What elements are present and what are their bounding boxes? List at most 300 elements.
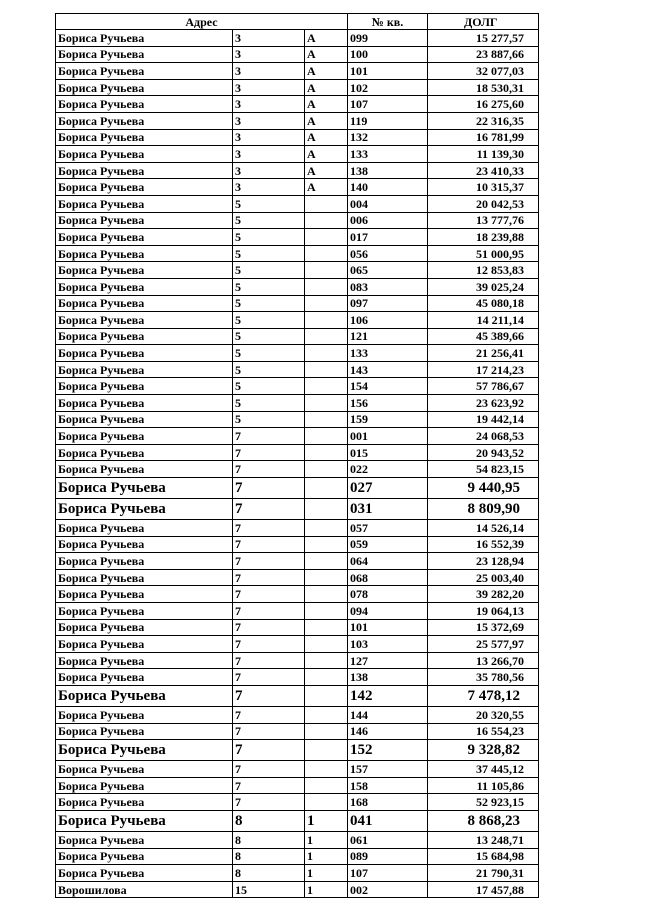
building-cell xyxy=(305,685,348,706)
apartment-cell: 156 xyxy=(348,395,428,412)
apartment-cell: 031 xyxy=(348,499,428,520)
debt-cell: 17 457,88 xyxy=(428,881,539,898)
table-row xyxy=(56,740,539,761)
table-row xyxy=(56,245,539,262)
debt-cell: 37 445,12 xyxy=(428,761,539,778)
debt-cell: 22 316,35 xyxy=(428,112,539,129)
building-cell xyxy=(305,723,348,740)
apartment-cell: 097 xyxy=(348,295,428,312)
debt-cell: 57 786,67 xyxy=(428,378,539,395)
apartment-cell: 159 xyxy=(348,411,428,428)
building-cell: А xyxy=(305,63,348,80)
table-row xyxy=(56,685,539,706)
building-cell xyxy=(305,345,348,362)
house-cell: 5 xyxy=(233,195,305,212)
building-cell xyxy=(305,229,348,246)
debt-cell: 23 410,33 xyxy=(428,162,539,179)
apartment-cell: 138 xyxy=(348,669,428,686)
apartment-cell: 101 xyxy=(348,619,428,636)
apartment-cell: 083 xyxy=(348,278,428,295)
debt-cell: 51 000,95 xyxy=(428,245,539,262)
apartment-cell: 106 xyxy=(348,312,428,329)
street-cell: Бориса Ручьева xyxy=(56,461,233,478)
apartment-cell: 078 xyxy=(348,586,428,603)
street-cell: Бориса Ручьева xyxy=(56,685,233,706)
debt-cell: 19 442,14 xyxy=(428,411,539,428)
debt-cell: 14 526,14 xyxy=(428,520,539,537)
building-cell xyxy=(305,212,348,229)
table-row xyxy=(56,777,539,794)
building-cell xyxy=(305,195,348,212)
apartment-cell: 146 xyxy=(348,723,428,740)
debt-cell: 39 025,24 xyxy=(428,278,539,295)
building-cell xyxy=(305,652,348,669)
table-row xyxy=(56,328,539,345)
table-row xyxy=(56,212,539,229)
table-row xyxy=(56,478,539,499)
table-row xyxy=(56,312,539,329)
building-cell xyxy=(305,444,348,461)
building-cell: 1 xyxy=(305,881,348,898)
apartment-cell: 068 xyxy=(348,569,428,586)
street-cell: Бориса Ручьева xyxy=(56,848,233,865)
street-cell: Бориса Ручьева xyxy=(56,553,233,570)
house-cell: 7 xyxy=(233,706,305,723)
debt-cell: 18 239,88 xyxy=(428,229,539,246)
table-row xyxy=(56,30,539,47)
building-cell xyxy=(305,378,348,395)
street-cell: Бориса Ручьева xyxy=(56,411,233,428)
debt-cell: 8 809,90 xyxy=(428,499,539,520)
table-row xyxy=(56,262,539,279)
table-row xyxy=(56,706,539,723)
house-cell: 3 xyxy=(233,96,305,113)
table-row xyxy=(56,278,539,295)
debt-cell: 23 887,66 xyxy=(428,46,539,63)
building-cell xyxy=(305,553,348,570)
building-cell xyxy=(305,520,348,537)
house-cell: 7 xyxy=(233,652,305,669)
street-cell: Бориса Ручьева xyxy=(56,395,233,412)
building-cell xyxy=(305,536,348,553)
street-cell: Бориса Ручьева xyxy=(56,79,233,96)
building-cell xyxy=(305,603,348,620)
building-cell xyxy=(305,794,348,811)
debt-cell: 13 248,71 xyxy=(428,831,539,848)
street-cell: Бориса Ручьева xyxy=(56,146,233,163)
apartment-cell: 065 xyxy=(348,262,428,279)
street-cell: Бориса Ручьева xyxy=(56,831,233,848)
table-row xyxy=(56,444,539,461)
table-row xyxy=(56,112,539,129)
street-cell: Бориса Ручьева xyxy=(56,63,233,80)
building-cell: 1 xyxy=(305,848,348,865)
apartment-cell: 017 xyxy=(348,229,428,246)
debt-cell: 45 080,18 xyxy=(428,295,539,312)
house-cell: 7 xyxy=(233,636,305,653)
building-cell xyxy=(305,461,348,478)
street-cell: Бориса Ручьева xyxy=(56,706,233,723)
table-row xyxy=(56,553,539,570)
street-cell: Бориса Ручьева xyxy=(56,536,233,553)
apartment-cell: 102 xyxy=(348,79,428,96)
street-cell: Бориса Ручьева xyxy=(56,619,233,636)
table-row xyxy=(56,761,539,778)
street-cell: Бориса Ручьева xyxy=(56,295,233,312)
street-cell: Бориса Ручьева xyxy=(56,162,233,179)
header-row xyxy=(56,14,539,30)
apartment-cell: 099 xyxy=(348,30,428,47)
debt-cell: 7 478,12 xyxy=(428,685,539,706)
building-cell: 1 xyxy=(305,865,348,882)
table-row xyxy=(56,831,539,848)
table-row xyxy=(56,848,539,865)
table-row xyxy=(56,229,539,246)
building-cell xyxy=(305,740,348,761)
street-cell: Бориса Ручьева xyxy=(56,777,233,794)
apartment-cell: 015 xyxy=(348,444,428,461)
building-cell: 1 xyxy=(305,831,348,848)
table-row xyxy=(56,79,539,96)
debt-cell: 21 790,31 xyxy=(428,865,539,882)
street-cell: Бориса Ручьева xyxy=(56,636,233,653)
debt-cell: 13 266,70 xyxy=(428,652,539,669)
apartment-cell: 121 xyxy=(348,328,428,345)
apartment-cell: 056 xyxy=(348,245,428,262)
street-cell: Бориса Ручьева xyxy=(56,179,233,196)
apartment-cell: 059 xyxy=(348,536,428,553)
house-cell: 7 xyxy=(233,619,305,636)
table-row xyxy=(56,652,539,669)
street-cell: Бориса Ручьева xyxy=(56,112,233,129)
house-cell: 3 xyxy=(233,146,305,163)
table-row xyxy=(56,881,539,898)
debt-cell: 9 328,82 xyxy=(428,740,539,761)
apartment-cell: 103 xyxy=(348,636,428,653)
house-cell: 5 xyxy=(233,345,305,362)
debt-cell: 20 320,55 xyxy=(428,706,539,723)
street-cell: Бориса Ручьева xyxy=(56,865,233,882)
debt-cell: 16 275,60 xyxy=(428,96,539,113)
apartment-cell: 168 xyxy=(348,794,428,811)
street-cell: Бориса Ручьева xyxy=(56,761,233,778)
house-cell: 5 xyxy=(233,411,305,428)
house-cell: 7 xyxy=(233,669,305,686)
house-cell: 3 xyxy=(233,30,305,47)
debt-cell: 13 777,76 xyxy=(428,212,539,229)
debt-cell: 39 282,20 xyxy=(428,586,539,603)
building-cell xyxy=(305,619,348,636)
house-cell: 5 xyxy=(233,361,305,378)
street-cell: Бориса Ручьева xyxy=(56,652,233,669)
street-cell: Бориса Ручьева xyxy=(56,603,233,620)
debt-cell: 23 128,94 xyxy=(428,553,539,570)
apartment-cell: 133 xyxy=(348,345,428,362)
house-cell: 5 xyxy=(233,378,305,395)
building-cell xyxy=(305,428,348,445)
apartment-cell: 004 xyxy=(348,195,428,212)
street-cell: Бориса Ручьева xyxy=(56,312,233,329)
street-cell: Бориса Ручьева xyxy=(56,361,233,378)
building-cell: А xyxy=(305,129,348,146)
house-cell: 8 xyxy=(233,848,305,865)
house-cell: 7 xyxy=(233,461,305,478)
apartment-cell: 107 xyxy=(348,96,428,113)
street-cell: Бориса Ручьева xyxy=(56,794,233,811)
table-body xyxy=(56,30,539,898)
apartment-cell: 022 xyxy=(348,461,428,478)
house-cell: 7 xyxy=(233,761,305,778)
building-cell xyxy=(305,278,348,295)
house-cell: 7 xyxy=(233,777,305,794)
building-cell xyxy=(305,777,348,794)
table-row xyxy=(56,63,539,80)
table-row xyxy=(56,603,539,620)
apartment-cell: 027 xyxy=(348,478,428,499)
table-row xyxy=(56,96,539,113)
table-row xyxy=(56,162,539,179)
apartment-cell: 064 xyxy=(348,553,428,570)
apartment-cell: 152 xyxy=(348,740,428,761)
house-cell: 7 xyxy=(233,794,305,811)
house-cell: 7 xyxy=(233,536,305,553)
apartment-cell: 006 xyxy=(348,212,428,229)
house-cell: 7 xyxy=(233,685,305,706)
building-cell xyxy=(305,245,348,262)
house-cell: 3 xyxy=(233,162,305,179)
street-cell: Бориса Ручьева xyxy=(56,740,233,761)
debt-cell: 20 042,53 xyxy=(428,195,539,212)
house-cell: 3 xyxy=(233,79,305,96)
apartment-cell: 140 xyxy=(348,179,428,196)
street-cell: Бориса Ручьева xyxy=(56,569,233,586)
street-cell: Бориса Ручьева xyxy=(56,810,233,831)
house-cell: 7 xyxy=(233,520,305,537)
building-cell xyxy=(305,706,348,723)
house-cell: 7 xyxy=(233,603,305,620)
building-cell: А xyxy=(305,79,348,96)
street-cell: Бориса Ручьева xyxy=(56,669,233,686)
building-cell xyxy=(305,569,348,586)
table-row xyxy=(56,569,539,586)
table-row xyxy=(56,810,539,831)
debt-cell: 23 623,92 xyxy=(428,395,539,412)
debt-cell: 19 064,13 xyxy=(428,603,539,620)
house-cell: 3 xyxy=(233,46,305,63)
debt-cell: 24 068,53 xyxy=(428,428,539,445)
apartment-cell: 001 xyxy=(348,428,428,445)
table-row xyxy=(56,794,539,811)
street-cell: Бориса Ручьева xyxy=(56,46,233,63)
apartment-cell: 132 xyxy=(348,129,428,146)
house-cell: 3 xyxy=(233,179,305,196)
house-cell: 5 xyxy=(233,229,305,246)
debt-cell: 14 211,14 xyxy=(428,312,539,329)
table-row xyxy=(56,619,539,636)
table-row xyxy=(56,195,539,212)
building-cell: А xyxy=(305,146,348,163)
apartment-cell: 101 xyxy=(348,63,428,80)
debt-cell: 15 277,57 xyxy=(428,30,539,47)
table-row xyxy=(56,395,539,412)
house-cell: 5 xyxy=(233,278,305,295)
building-cell xyxy=(305,761,348,778)
house-cell: 8 xyxy=(233,831,305,848)
building-cell: А xyxy=(305,179,348,196)
apartment-cell: 158 xyxy=(348,777,428,794)
apartment-cell: 143 xyxy=(348,361,428,378)
debt-header: ДОЛГ xyxy=(428,14,539,30)
debt-cell: 17 214,23 xyxy=(428,361,539,378)
debt-cell: 15 684,98 xyxy=(428,848,539,865)
debt-cell: 11 105,86 xyxy=(428,777,539,794)
house-cell: 7 xyxy=(233,740,305,761)
debt-cell: 45 389,66 xyxy=(428,328,539,345)
street-cell: Бориса Ручьева xyxy=(56,229,233,246)
street-cell: Бориса Ручьева xyxy=(56,586,233,603)
street-cell: Бориса Ручьева xyxy=(56,499,233,520)
house-cell: 7 xyxy=(233,553,305,570)
apartment-cell: 138 xyxy=(348,162,428,179)
debt-cell: 11 139,30 xyxy=(428,146,539,163)
debt-cell: 16 552,39 xyxy=(428,536,539,553)
apartment-cell: 100 xyxy=(348,46,428,63)
apartment-cell: 119 xyxy=(348,112,428,129)
debt-cell: 16 554,23 xyxy=(428,723,539,740)
street-cell: Бориса Ручьева xyxy=(56,212,233,229)
apartment-cell: 061 xyxy=(348,831,428,848)
table-row xyxy=(56,46,539,63)
house-cell: 5 xyxy=(233,212,305,229)
street-cell: Бориса Ручьева xyxy=(56,262,233,279)
building-cell xyxy=(305,295,348,312)
apartment-cell: 107 xyxy=(348,865,428,882)
street-cell: Бориса Ручьева xyxy=(56,245,233,262)
street-cell: Бориса Ручьева xyxy=(56,520,233,537)
apartment-cell: 127 xyxy=(348,652,428,669)
building-cell xyxy=(305,395,348,412)
table-row xyxy=(56,378,539,395)
table-row xyxy=(56,520,539,537)
building-cell: А xyxy=(305,30,348,47)
debt-cell: 20 943,52 xyxy=(428,444,539,461)
street-cell: Бориса Ручьева xyxy=(56,129,233,146)
house-cell: 7 xyxy=(233,586,305,603)
debt-cell: 32 077,03 xyxy=(428,63,539,80)
house-cell: 5 xyxy=(233,312,305,329)
apartment-header: № кв. xyxy=(348,14,428,30)
debt-cell: 25 003,40 xyxy=(428,569,539,586)
table-row xyxy=(56,586,539,603)
building-cell xyxy=(305,499,348,520)
house-cell: 7 xyxy=(233,499,305,520)
apartment-cell: 094 xyxy=(348,603,428,620)
building-cell: А xyxy=(305,46,348,63)
building-cell: 1 xyxy=(305,810,348,831)
debt-cell: 8 868,23 xyxy=(428,810,539,831)
building-cell xyxy=(305,312,348,329)
apartment-cell: 057 xyxy=(348,520,428,537)
debt-cell: 10 315,37 xyxy=(428,179,539,196)
table-row xyxy=(56,146,539,163)
table-row xyxy=(56,461,539,478)
debt-cell: 12 853,83 xyxy=(428,262,539,279)
table-row xyxy=(56,536,539,553)
street-cell: Бориса Ручьева xyxy=(56,428,233,445)
house-cell: 8 xyxy=(233,865,305,882)
debt-cell: 25 577,97 xyxy=(428,636,539,653)
apartment-cell: 133 xyxy=(348,146,428,163)
house-cell: 7 xyxy=(233,428,305,445)
house-cell: 5 xyxy=(233,295,305,312)
apartment-cell: 142 xyxy=(348,685,428,706)
debt-table xyxy=(55,13,539,898)
table-row xyxy=(56,499,539,520)
apartment-cell: 002 xyxy=(348,881,428,898)
table-row xyxy=(56,865,539,882)
building-cell xyxy=(305,328,348,345)
street-cell: Бориса Ручьева xyxy=(56,30,233,47)
apartment-cell: 089 xyxy=(348,848,428,865)
building-cell xyxy=(305,586,348,603)
street-cell: Бориса Ручьева xyxy=(56,345,233,362)
building-cell xyxy=(305,669,348,686)
building-cell: А xyxy=(305,96,348,113)
debt-cell: 18 530,31 xyxy=(428,79,539,96)
building-cell: А xyxy=(305,112,348,129)
table-row xyxy=(56,723,539,740)
house-cell: 3 xyxy=(233,112,305,129)
street-cell: Бориса Ручьева xyxy=(56,478,233,499)
street-cell: Ворошилова xyxy=(56,881,233,898)
street-cell: Бориса Ручьева xyxy=(56,723,233,740)
building-cell xyxy=(305,411,348,428)
house-cell: 3 xyxy=(233,129,305,146)
table-row xyxy=(56,129,539,146)
house-cell: 7 xyxy=(233,444,305,461)
street-cell: Бориса Ручьева xyxy=(56,96,233,113)
debt-cell: 9 440,95 xyxy=(428,478,539,499)
table-row xyxy=(56,345,539,362)
address-header: Адрес xyxy=(56,14,348,30)
building-cell xyxy=(305,262,348,279)
house-cell: 7 xyxy=(233,478,305,499)
table-row xyxy=(56,295,539,312)
apartment-cell: 041 xyxy=(348,810,428,831)
table-row xyxy=(56,361,539,378)
debt-cell: 15 372,69 xyxy=(428,619,539,636)
street-cell: Бориса Ручьева xyxy=(56,444,233,461)
house-cell: 3 xyxy=(233,63,305,80)
debt-cell: 21 256,41 xyxy=(428,345,539,362)
debt-cell: 52 923,15 xyxy=(428,794,539,811)
house-cell: 15 xyxy=(233,881,305,898)
street-cell: Бориса Ручьева xyxy=(56,328,233,345)
house-cell: 5 xyxy=(233,245,305,262)
house-cell: 7 xyxy=(233,723,305,740)
debt-cell: 54 823,15 xyxy=(428,461,539,478)
table-row xyxy=(56,179,539,196)
table-row xyxy=(56,411,539,428)
apartment-cell: 144 xyxy=(348,706,428,723)
building-cell xyxy=(305,478,348,499)
house-cell: 8 xyxy=(233,810,305,831)
apartment-cell: 154 xyxy=(348,378,428,395)
apartment-cell: 157 xyxy=(348,761,428,778)
debt-cell: 35 780,56 xyxy=(428,669,539,686)
street-cell: Бориса Ручьева xyxy=(56,378,233,395)
building-cell xyxy=(305,636,348,653)
